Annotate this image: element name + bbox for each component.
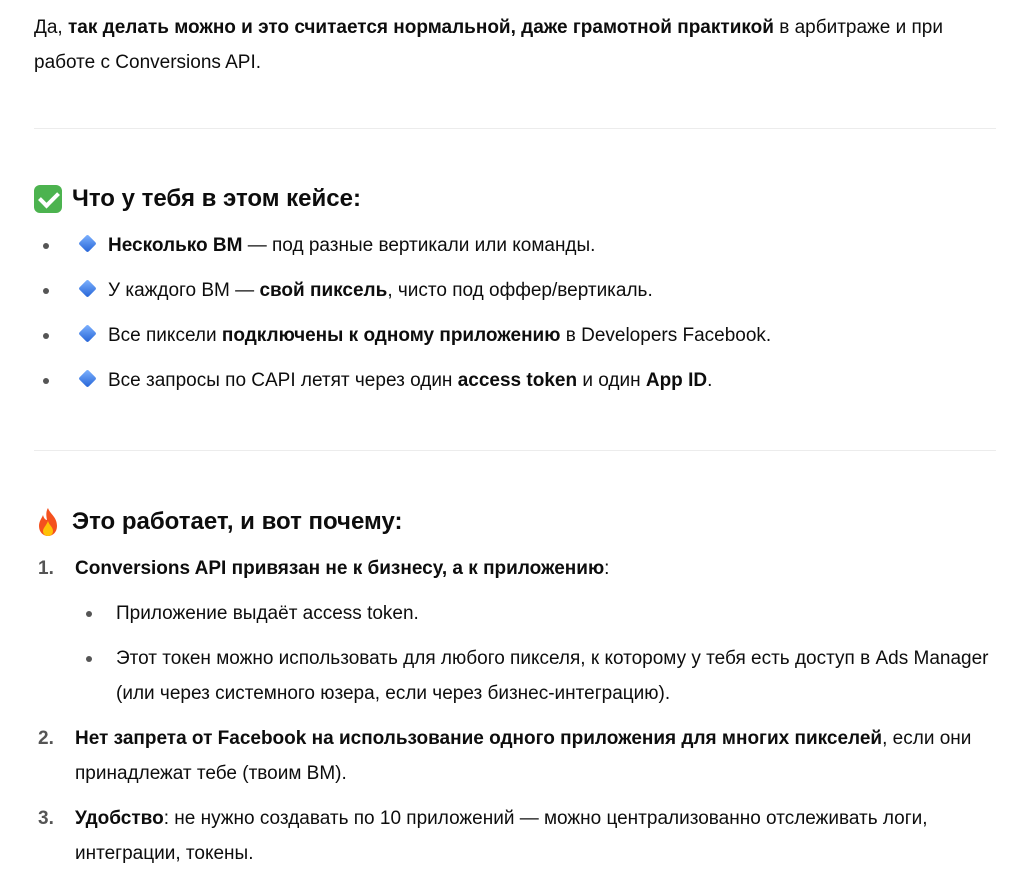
case-list <box>0 228 1000 408</box>
item-text: Все запросы по CAPI летят через один <box>108 370 458 391</box>
section-title: Это работает, и вот почему: <box>72 508 403 535</box>
item-text: У каждого BM — <box>108 280 260 301</box>
intro-text-end: в арбитраже и при работе с Conversions API. <box>34 17 943 73</box>
item-number: 3. <box>38 808 54 829</box>
numbered-item <box>0 551 1000 711</box>
bullet-icon <box>43 288 49 294</box>
bullet-icon <box>86 611 92 617</box>
item-bold: access token <box>457 370 578 391</box>
list-item <box>0 228 1000 273</box>
bullet-icon <box>86 656 92 662</box>
item-text: : не нужно создавать по 10 приложений — можно централизованно отслеживать логи, интеграции, токены. <box>75 808 928 864</box>
sub-list-item <box>116 641 1006 711</box>
item-bold: Нет запрета от Facebook на использование одного приложения для многих пикселей <box>75 728 883 749</box>
check-mark-icon <box>34 185 62 213</box>
item-number: 2. <box>38 728 54 749</box>
section-heading <box>34 506 402 538</box>
fire-icon <box>34 507 62 537</box>
intro-bold: так делать можно и это считается нормальной, даже грамотной практикой <box>68 17 774 38</box>
item-bold: Conversions API привязан не к бизнесу, а к приложению <box>75 558 605 579</box>
item-text: , чисто под оффер/вертикаль. <box>387 280 653 301</box>
item-text: Все пиксели <box>108 325 222 346</box>
item-bold: подключены к одному приложению <box>221 325 561 346</box>
numbered-item <box>0 801 1000 871</box>
blue-diamond-icon <box>78 279 96 297</box>
section-title: Что у тебя в этом кейсе: <box>72 185 361 212</box>
item-text: — под разные вертикали или команды. <box>242 235 596 256</box>
item-bold: App ID <box>645 370 708 391</box>
item-bold: Несколько BM <box>108 235 243 256</box>
list-item <box>0 318 1000 363</box>
item-text: : <box>604 558 610 579</box>
blue-diamond-icon <box>78 324 96 342</box>
item-paragraph <box>75 721 975 791</box>
blue-diamond-icon <box>78 234 96 252</box>
item-text: . <box>707 370 713 391</box>
numbered-item <box>0 721 1000 791</box>
bullet-icon <box>43 243 49 249</box>
blue-diamond-icon <box>78 369 96 387</box>
list-item <box>0 273 1000 318</box>
item-paragraph <box>75 801 975 871</box>
divider <box>34 128 996 129</box>
item-bold: свой пиксель <box>259 280 388 301</box>
item-text: в Developers Facebook. <box>560 325 772 346</box>
sub-item-text: Приложение выдаёт access token. <box>116 603 419 624</box>
intro-text: Да, <box>34 17 68 38</box>
item-number: 1. <box>38 558 54 579</box>
item-text: и один <box>577 370 646 391</box>
item-text: , если они принадлежат тебе (твоим BM). <box>75 728 972 784</box>
intro-paragraph <box>34 10 1004 80</box>
list-item <box>0 363 1000 408</box>
item-bold: Удобство <box>75 808 164 829</box>
sub-list-item <box>116 596 1006 631</box>
section-heading <box>34 183 361 215</box>
bullet-icon <box>43 378 49 384</box>
divider <box>34 450 996 451</box>
item-paragraph <box>75 551 975 586</box>
bullet-icon <box>43 333 49 339</box>
sub-item-text: Этот токен можно использовать для любого пикселя, к которому у тебя есть доступ в Ads Manager (или через системного юзера, если через бизнес-интеграцию). <box>116 648 989 704</box>
